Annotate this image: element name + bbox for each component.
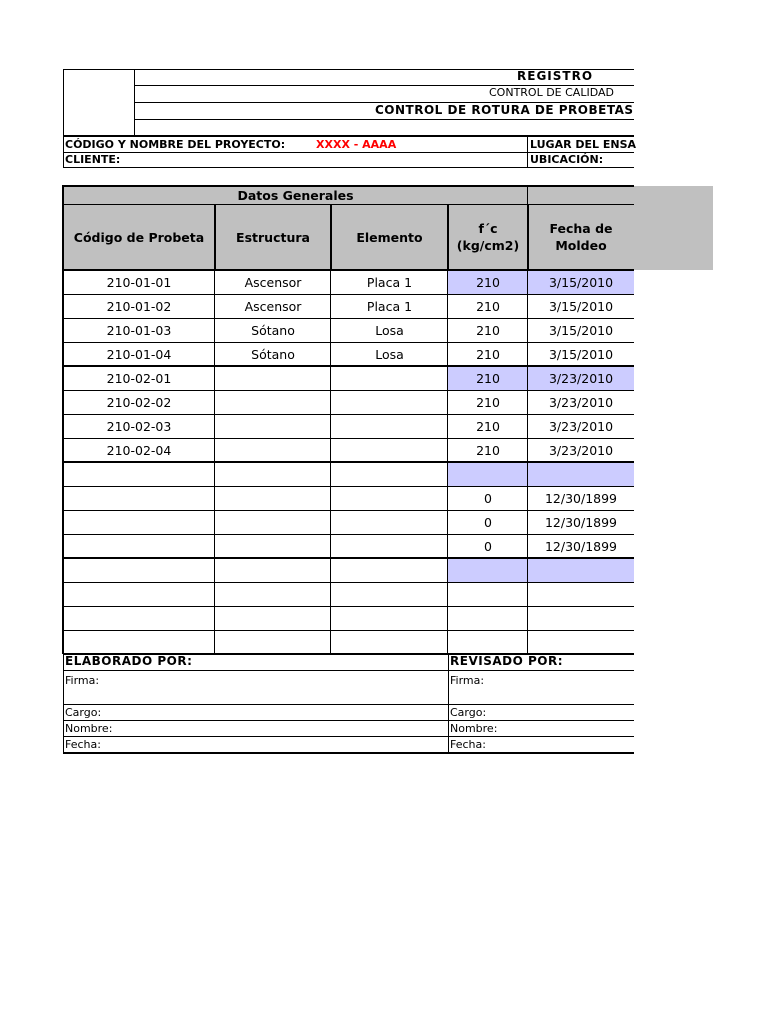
control-rotura-title: CONTROL DE ROTURA DE PROBETAS: [375, 103, 634, 117]
revisado-cargo-label: Cargo:: [450, 706, 487, 719]
revisado-fecha-label: Fecha:: [450, 738, 486, 751]
table-cell-estructura[interactable]: [215, 414, 331, 438]
table-cell-fc[interactable]: 0: [484, 514, 492, 530]
codigo-proyecto-label: CÓDIGO Y NOMBRE DEL PROYECTO:: [65, 138, 286, 151]
table-cell-fecha[interactable]: 3/15/2010: [548, 274, 614, 290]
table-cell-codigo[interactable]: [63, 558, 215, 582]
table-cell-fecha[interactable]: 12/30/1899: [544, 538, 618, 554]
table-cell-codigo[interactable]: [63, 534, 215, 558]
table-cell-fc[interactable]: 0: [484, 538, 492, 554]
table-cell-fc[interactable]: 210: [476, 322, 500, 338]
table-cell-elemento[interactable]: [331, 606, 448, 630]
table-cell-elemento[interactable]: [331, 438, 448, 462]
cliente-label: CLIENTE:: [65, 153, 121, 166]
ubicacion-label: UBICACIÓN:: [530, 153, 604, 166]
table-cell-fecha[interactable]: 3/15/2010: [548, 298, 614, 314]
table-cell-fecha[interactable]: [528, 630, 634, 654]
column-header-fecha-moldeo: [528, 205, 634, 269]
revisado-por-label: REVISADO POR:: [450, 654, 563, 668]
table-cell-fecha[interactable]: 12/30/1899: [544, 514, 618, 530]
table-cell-elemento[interactable]: [331, 630, 448, 654]
table-cell-elemento[interactable]: [331, 366, 448, 390]
registro-title: REGISTRO: [517, 69, 594, 83]
table-cell-codigo[interactable]: [63, 510, 215, 534]
table-cell-fc[interactable]: 0: [484, 490, 492, 506]
table-cell-fecha[interactable]: 3/23/2010: [548, 370, 614, 386]
table-cell-fc[interactable]: 210: [476, 274, 500, 290]
table-cell-elemento[interactable]: Placa 1: [366, 298, 413, 314]
table-cell-estructura[interactable]: [215, 558, 331, 582]
revisado-nombre-label: Nombre:: [450, 722, 498, 735]
column-header-estructura: Estructura: [236, 229, 310, 245]
table-cell-estructura[interactable]: [215, 366, 331, 390]
table-cell-codigo[interactable]: 210-02-03: [106, 418, 172, 434]
table-cell-codigo[interactable]: 210-01-04: [106, 346, 172, 362]
table-cell-elemento[interactable]: Losa: [375, 346, 404, 362]
table-cell-fecha[interactable]: [528, 462, 634, 486]
table-cell-codigo[interactable]: [63, 582, 215, 606]
column-header-codigo: Código de Probeta: [73, 229, 205, 245]
column-header-fecha-moldeo-label: Fecha de Moldeo: [549, 221, 613, 253]
table-cell-elemento[interactable]: [331, 582, 448, 606]
table-cell-fc[interactable]: 210: [476, 394, 500, 410]
table-cell-elemento[interactable]: [331, 510, 448, 534]
table-cell-estructura[interactable]: [215, 390, 331, 414]
table-cell-fecha[interactable]: 3/15/2010: [548, 346, 614, 362]
table-cell-fc[interactable]: [448, 462, 528, 486]
table-cell-estructura[interactable]: [215, 630, 331, 654]
elaborado-firma-label: Firma:: [65, 674, 100, 687]
control-calidad-label: CONTROL DE CALIDAD: [489, 86, 614, 99]
table-cell-codigo[interactable]: 210-02-01: [106, 370, 172, 386]
elaborado-fecha-label: Fecha:: [65, 738, 101, 751]
table-cell-fecha[interactable]: 12/30/1899: [544, 490, 618, 506]
table-cell-fecha[interactable]: [528, 582, 634, 606]
table-cell-codigo[interactable]: [63, 606, 215, 630]
table-cell-codigo[interactable]: 210-02-04: [106, 442, 172, 458]
table-cell-fecha[interactable]: 3/15/2010: [548, 322, 614, 338]
table-cell-estructura[interactable]: Sótano: [251, 322, 295, 338]
table-cell-estructura[interactable]: [215, 438, 331, 462]
table-cell-estructura[interactable]: Ascensor: [244, 298, 302, 314]
column-header-elemento: Elemento: [356, 229, 423, 245]
table-cell-fecha[interactable]: [528, 558, 634, 582]
revisado-firma-label: Firma:: [450, 674, 485, 687]
table-cell-estructura[interactable]: [215, 510, 331, 534]
table-cell-codigo[interactable]: [63, 462, 215, 486]
table-cell-fc[interactable]: [448, 630, 528, 654]
elaborado-cargo-label: Cargo:: [65, 706, 102, 719]
table-cell-estructura[interactable]: [215, 486, 331, 510]
table-cell-elemento[interactable]: Placa 1: [366, 274, 413, 290]
table-cell-fc[interactable]: 210: [476, 298, 500, 314]
table-cell-elemento[interactable]: [331, 486, 448, 510]
table-cell-elemento[interactable]: [331, 414, 448, 438]
table-cell-elemento[interactable]: [331, 462, 448, 486]
table-cell-fc[interactable]: [448, 606, 528, 630]
table-cell-estructura[interactable]: [215, 606, 331, 630]
table-cell-fecha[interactable]: 3/23/2010: [548, 442, 614, 458]
table-cell-fecha[interactable]: [528, 606, 634, 630]
table-cell-fc[interactable]: [448, 582, 528, 606]
table-cell-codigo[interactable]: 210-01-03: [106, 322, 172, 338]
table-cell-codigo[interactable]: 210-01-01: [106, 274, 172, 290]
elaborado-por-label: ELABORADO POR:: [65, 654, 193, 668]
lugar-ensayo-label: LUGAR DEL ENSA: [530, 138, 637, 151]
table-cell-fecha[interactable]: 3/23/2010: [548, 394, 614, 410]
datos-generales-header: Datos Generales: [237, 187, 354, 203]
table-cell-estructura[interactable]: [215, 582, 331, 606]
codigo-proyecto-value: XXXX - AAAA: [316, 138, 397, 151]
table-cell-estructura[interactable]: Sótano: [251, 346, 295, 362]
table-cell-codigo[interactable]: [63, 630, 215, 654]
column-header-fc-label: f´c (kg/cm2): [456, 221, 520, 253]
table-cell-elemento[interactable]: [331, 558, 448, 582]
table-cell-fc[interactable]: [448, 558, 528, 582]
table-cell-codigo[interactable]: 210-02-02: [106, 394, 172, 410]
table-cell-codigo[interactable]: 210-01-02: [106, 298, 172, 314]
table-cell-estructura[interactable]: [215, 534, 331, 558]
column-header-fc: [448, 205, 528, 269]
table-cell-codigo[interactable]: [63, 486, 215, 510]
elaborado-nombre-label: Nombre:: [65, 722, 113, 735]
table-cell-estructura[interactable]: [215, 462, 331, 486]
table-cell-fc[interactable]: 210: [476, 418, 500, 434]
table-cell-fc[interactable]: 210: [476, 370, 500, 386]
table-cell-fecha[interactable]: 3/23/2010: [548, 418, 614, 434]
table-cell-fc[interactable]: 210: [476, 442, 500, 458]
table-cell-elemento[interactable]: [331, 534, 448, 558]
table-cell-elemento[interactable]: [331, 390, 448, 414]
side-gray-block: [634, 186, 713, 270]
table-cell-elemento[interactable]: Losa: [375, 322, 404, 338]
table-cell-fc[interactable]: 210: [476, 346, 500, 362]
table-cell-estructura[interactable]: Ascensor: [244, 274, 302, 290]
